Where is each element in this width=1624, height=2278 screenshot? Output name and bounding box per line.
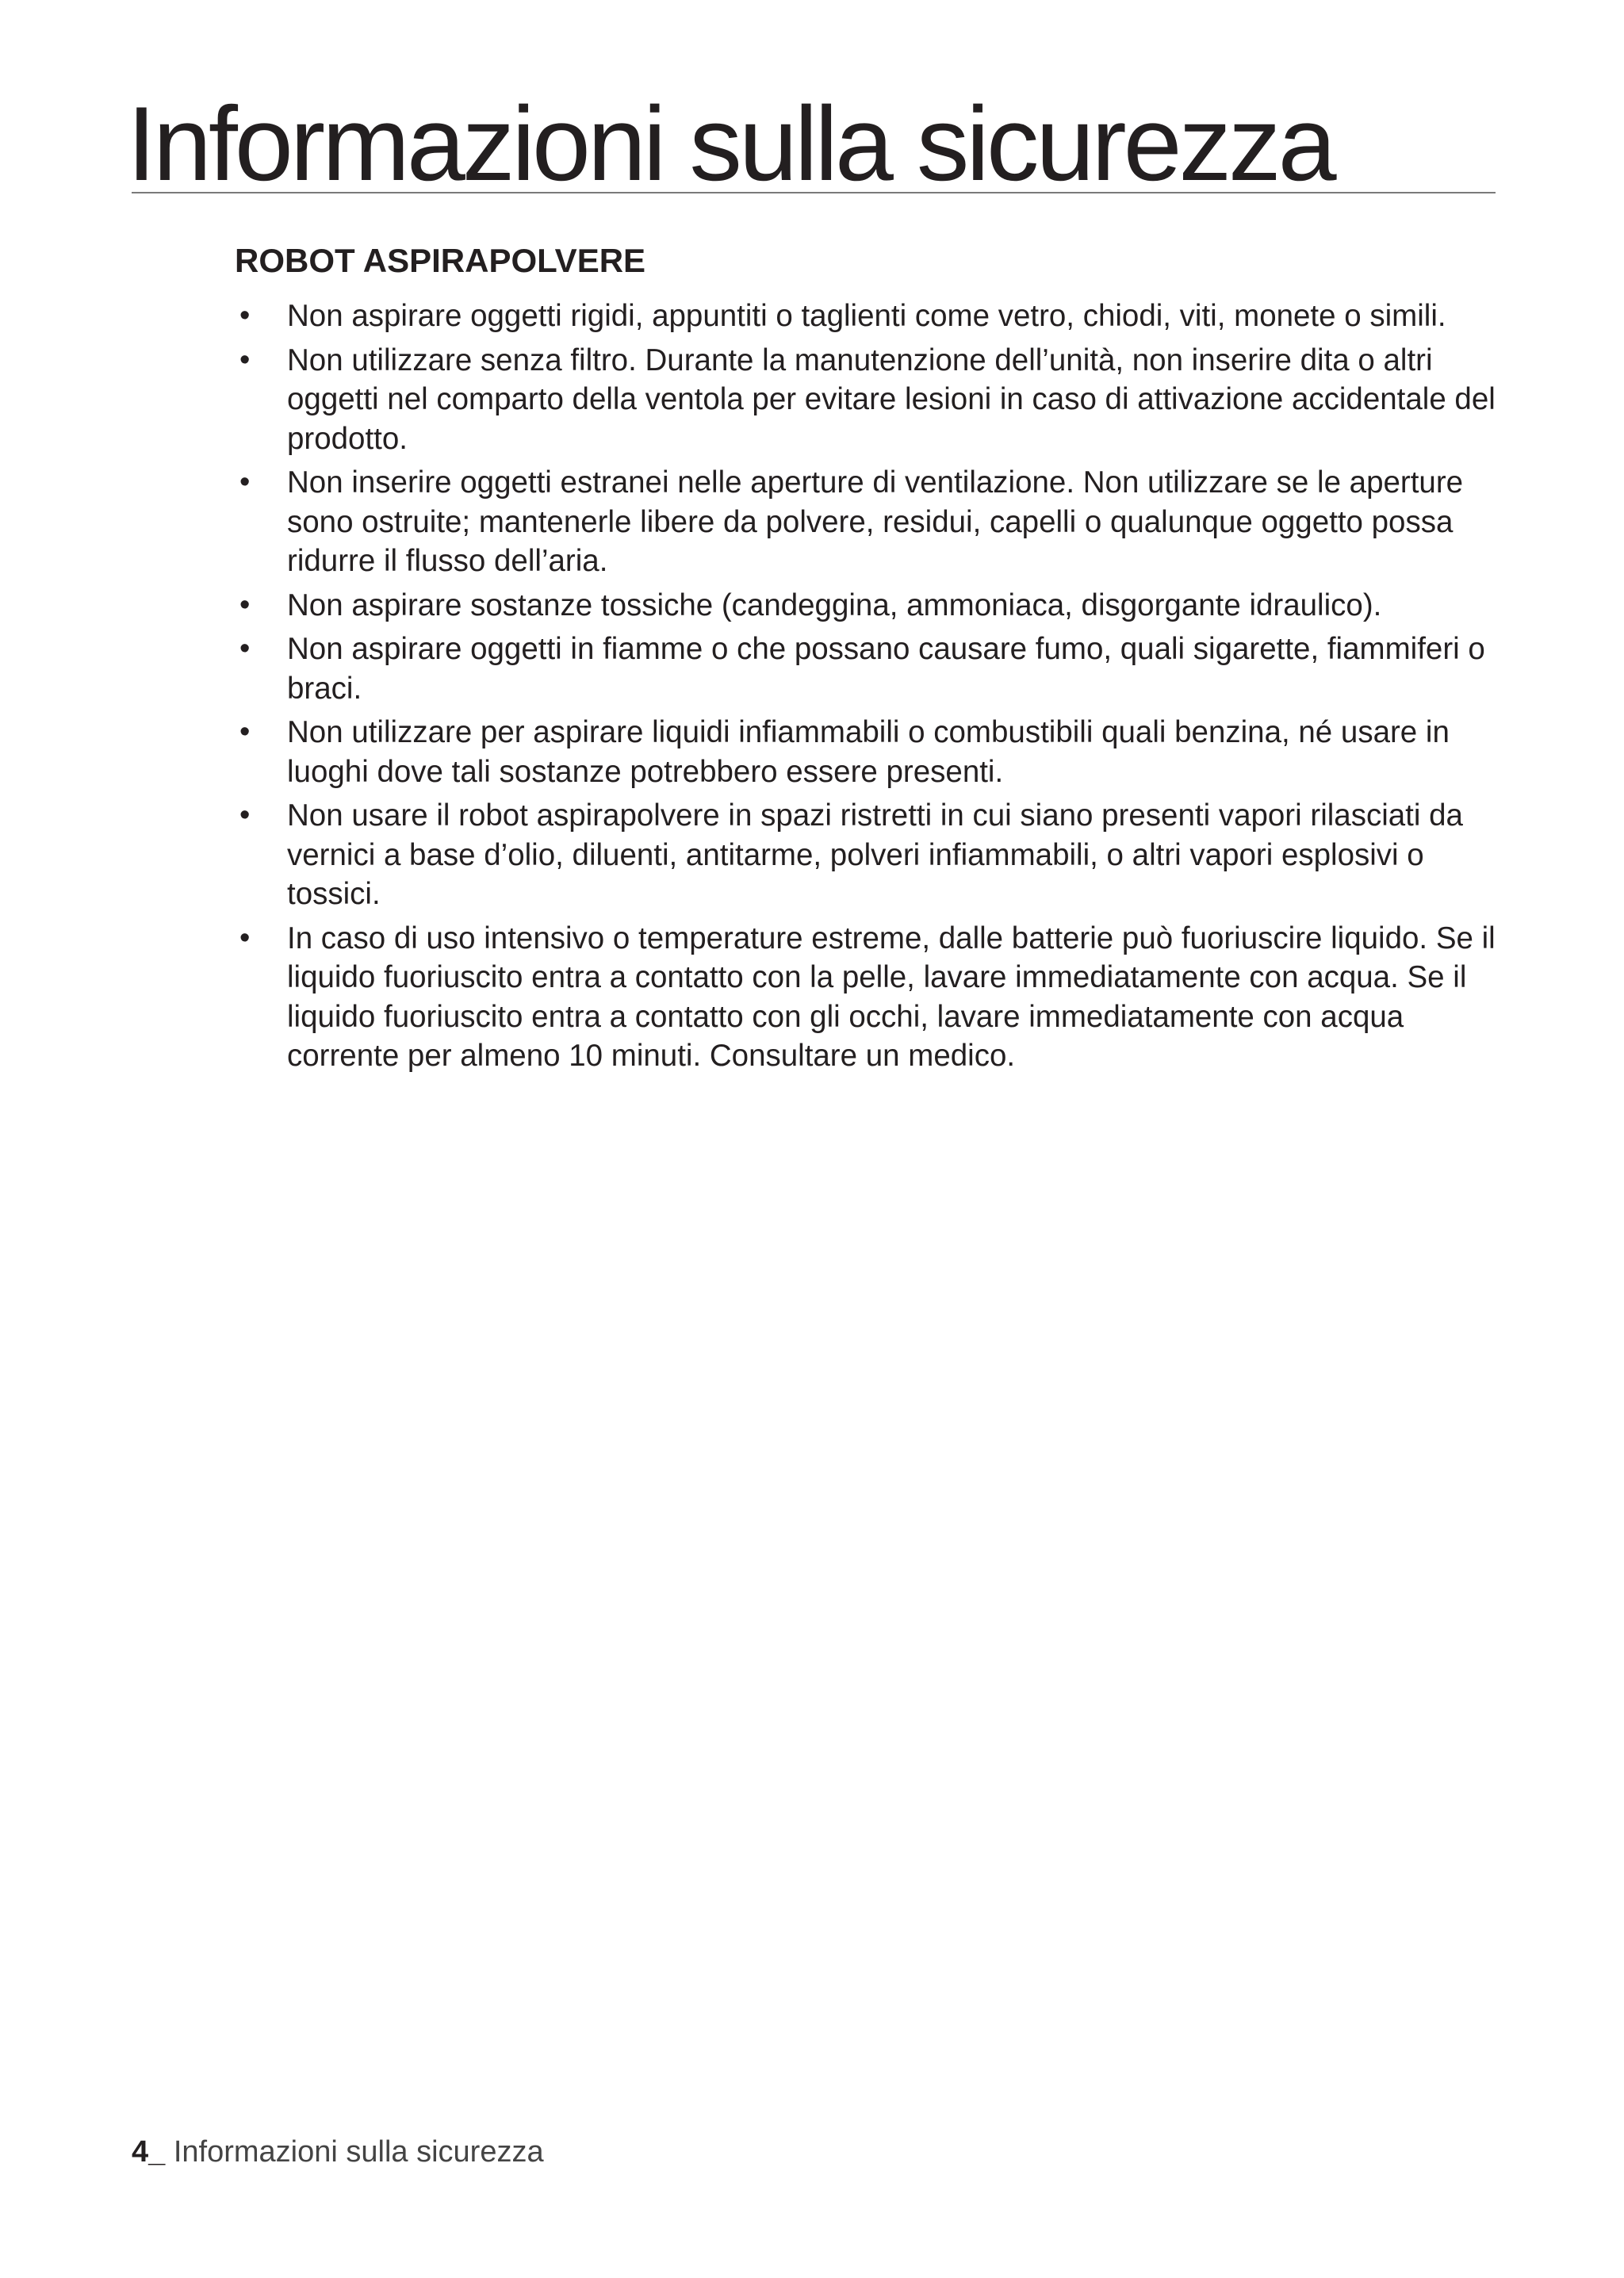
list-item-text: In caso di uso intensivo o temperature estreme, dalle batterie può fuoriuscire liquido. Se il liquido fuoriuscito entra a contatto con la pelle, lavare immediatamente con acqua. Se il liquido fuoriuscito entra a contatto con gli occhi, lavare immediatamente con acqua corrente per almeno 10 minuti. Consultare un medico. (287, 921, 1496, 1073)
list-item (235, 796, 1503, 914)
bullet-icon: • (239, 798, 251, 832)
footer-title: Informazioni sulla sicurezza (165, 2135, 544, 2169)
list-item (235, 586, 1503, 626)
bullet-icon: • (239, 299, 251, 332)
bullet-icon: • (239, 715, 251, 748)
list-item (235, 630, 1503, 708)
list-item (235, 919, 1503, 1076)
bullet-icon: • (239, 465, 251, 499)
page-footer (132, 2134, 544, 2169)
list-item-text: Non usare il robot aspirapolvere in spazi ristretti in cui siano presenti vapori rilasciati da vernici a base d’olio, diluenti, antitarme, polveri infiammabili, o altri vapori esplosivi o tossici. (287, 798, 1463, 911)
section-heading: ROBOT ASPIRAPOLVERE (235, 242, 646, 279)
safety-section (235, 239, 1503, 1081)
title-divider (132, 192, 1496, 193)
page-number: 4_ (132, 2135, 166, 2169)
list-item-text: Non aspirare oggetti rigidi, appuntiti o taglienti come vetro, chiodi, viti, monete o simili. (287, 299, 1446, 333)
list-item (235, 341, 1503, 459)
safety-list (235, 297, 1503, 1076)
bullet-icon: • (239, 921, 251, 955)
list-item-text: Non aspirare oggetti in fiamme o che possano causare fumo, quali sigarette, fiammiferi o braci. (287, 632, 1485, 706)
list-item-text: Non inserire oggetti estranei nelle aperture di ventilazione. Non utilizzare se le aperture sono ostruite; mantenerle libere da polvere, residui, capelli o qualunque oggetto possa ridurre il flusso dell’aria. (287, 465, 1464, 578)
bullet-icon: • (239, 343, 251, 377)
page-title: Informazioni sulla sicurezza (127, 86, 1334, 203)
list-item-text: Non utilizzare senza filtro. Durante la manutenzione dell’unità, non inserire dita o altri oggetti nel comparto della ventola per evitare lesioni in caso di attivazione accidentale del prodotto. (287, 343, 1496, 456)
list-item-text: Non aspirare sostanze tossiche (candeggina, ammoniaca, disgorgante idraulico). (287, 588, 1382, 622)
list-item (235, 713, 1503, 791)
bullet-icon: • (239, 588, 251, 622)
list-item-text: Non utilizzare per aspirare liquidi infiammabili o combustibili quali benzina, né usare in luoghi dove tali sostanze potrebbero essere presenti. (287, 715, 1450, 789)
bullet-icon: • (239, 632, 251, 665)
list-item (235, 463, 1503, 581)
list-item (235, 297, 1503, 336)
